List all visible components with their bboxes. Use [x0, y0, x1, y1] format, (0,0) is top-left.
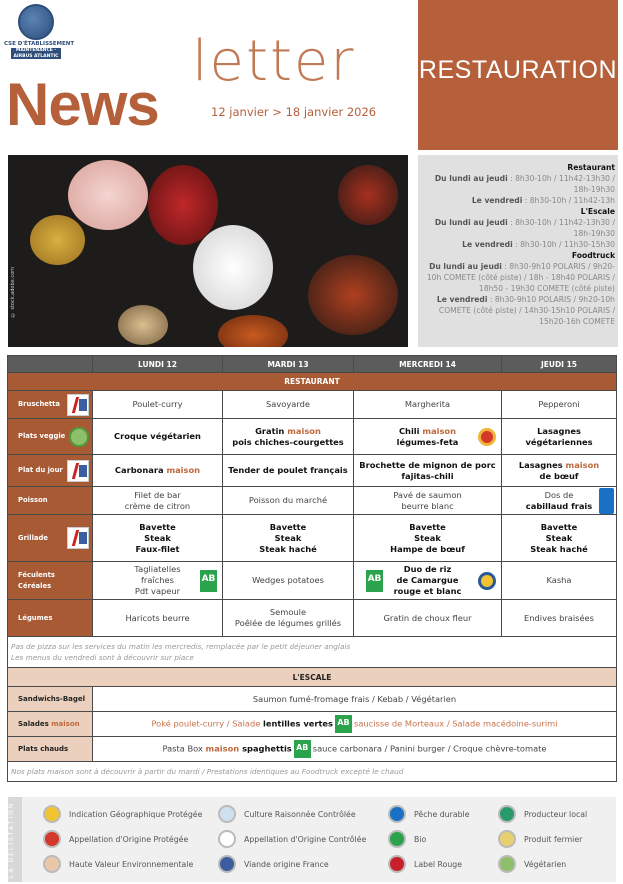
row-label [8, 487, 93, 515]
vegetarien-icon [498, 855, 516, 873]
ab-badge-icon: AB [200, 570, 217, 592]
menu-cell [93, 600, 223, 637]
menu-row [8, 515, 617, 562]
hours-heading: Foodtruck [571, 251, 615, 260]
menu-text: Haricots beurre [125, 612, 190, 623]
legend-label: Bio [414, 834, 427, 844]
msc-badge-icon [599, 488, 614, 514]
menu-text: Faux-filet [135, 543, 180, 554]
menu-text: Kasha [546, 575, 572, 585]
menu-text: Hampe de bœuf [390, 543, 465, 554]
logo-subtext: MAINTENANCE · AIRBUS ATLANTIC [11, 48, 61, 59]
menu-text: Tender de poulet français [228, 465, 348, 475]
ab-badge-icon: AB [366, 570, 383, 592]
row-label-text: Grillade [18, 533, 48, 542]
row-label-text: Féculents Céréales [18, 570, 55, 590]
hours-heading: Restaurant [567, 163, 615, 172]
menu-text: Steak haché [530, 543, 588, 554]
menu-text: beurre blanc [401, 500, 454, 511]
menu-cell [502, 515, 617, 562]
hours-heading: L'Escale [580, 207, 615, 216]
menu-cell [502, 562, 617, 600]
row-label [8, 419, 93, 455]
legend-item [498, 805, 587, 823]
menu-text: Sandwichs-Bagel [18, 694, 86, 703]
igp-badge-icon [478, 572, 496, 590]
logo-text: CSE D'ÉTABLISSEMENT [4, 41, 75, 47]
row-label [8, 562, 93, 600]
menu-cell [223, 391, 354, 419]
menu-cell [502, 455, 617, 487]
legend-item [218, 805, 356, 823]
hours-days: Du lundi au jeudi [429, 262, 502, 271]
aoc-icon [218, 830, 236, 848]
menu-cell [223, 455, 354, 487]
vegetarien-icon [69, 427, 89, 447]
aop-badge-icon [478, 428, 496, 446]
note-line: Les menus du vendredi sont à découvrir sur place [11, 653, 194, 662]
menu-row [8, 455, 617, 487]
row-label-text: Plat du jour [18, 466, 63, 474]
menu-cell [354, 391, 502, 419]
menu-text: fraîches [141, 575, 174, 585]
hours-times: : 8h30-9h10 POLARIS / 9h20-10h COMETE (côté piste) / 14h30-15h10 POLARIS / 15h20-16h COMETE [438, 295, 615, 326]
legend-label: Produit fermier [524, 834, 583, 844]
hours-line [421, 173, 615, 195]
row-label [8, 600, 93, 637]
menu-cell [502, 600, 617, 637]
photo-credit: © stock.adobe.com [10, 266, 16, 317]
menu-text: sauce carbonara / Panini burger / Croque chèvre-tomate [312, 743, 547, 754]
menu-text: Steak [274, 532, 302, 543]
legend-item [388, 805, 470, 823]
hours-line [421, 294, 615, 327]
legend-item [43, 855, 193, 873]
spices-photo [8, 155, 408, 347]
legend-label: Viande origine France [244, 859, 329, 869]
menu-text: Bavette [540, 521, 578, 532]
menu-text: de bœuf [539, 470, 579, 481]
row-label [8, 687, 93, 712]
menu-text: saucisse de Morteaux / Salade macédoine-surimi [354, 718, 558, 729]
menu-row [8, 562, 617, 600]
row-label-text: Légumes [18, 613, 53, 622]
menu-text: Carbonara [114, 465, 167, 475]
escale-band: L'ESCALE [8, 668, 617, 687]
header-blank [8, 356, 93, 373]
menu-text: Gratin de choux fleur [383, 612, 472, 623]
menu-text: Pavé de saumon [393, 489, 462, 500]
viande-france-icon [67, 460, 89, 482]
menu-cell [93, 487, 223, 515]
maison-tag: maison [166, 465, 201, 475]
menu-text: Pdt vapeur [134, 586, 181, 596]
viande-france-icon [67, 527, 89, 549]
hours-days: Le vendredi [436, 295, 488, 304]
msc-icon [388, 805, 406, 823]
menu-cell [502, 391, 617, 419]
hours-times: : 8h30-10h / 11h42-13h30 / 18h-19h30 [507, 174, 615, 194]
menu-text: Bavette [139, 521, 176, 532]
viande-france-icon [67, 394, 89, 416]
restaurant-notes [8, 637, 617, 668]
menu-text: Lasagnes [518, 459, 566, 470]
menu-text: Semoule [269, 607, 307, 617]
legend-label: Indication Géographique Protégée [69, 809, 203, 819]
legend-item [218, 855, 329, 873]
menu-cell [502, 487, 617, 515]
day-header: MARDI 13 [223, 356, 354, 373]
menu-text: Savoyarde [266, 399, 310, 409]
maison-tag: maison [287, 425, 321, 436]
maison-tag: maison [565, 459, 600, 470]
menu-text: Brochette de mignon de porc [359, 459, 496, 470]
menu-text: Poulet-curry [132, 399, 183, 409]
title-letter: letter [192, 29, 356, 94]
escale-row [8, 712, 617, 737]
menu-cell [93, 562, 223, 600]
hours-times: : 8h30-9h10 POLARIS / 9h20-10h COMETE (côté piste) / 18h - 18h40 POLARIS / 18h50 - 19h30 COMETE (côté piste) [426, 262, 615, 293]
hours-line [421, 261, 615, 294]
legend-label: Haute Valeur Environnementale [69, 859, 194, 869]
menu-text: Margherita [404, 399, 451, 409]
note-line: Pas de pizza sur les services du matin les mercredis, remplacée par le petit déjeuner anglais [11, 642, 351, 651]
cse-logo [4, 4, 75, 68]
menu-cell [223, 487, 354, 515]
menu-text: Wedges potatoes [252, 575, 324, 585]
producteur-local-icon [498, 805, 516, 823]
row-label [8, 737, 93, 762]
escale-cell [93, 687, 617, 712]
menu-text: Dos de [544, 489, 574, 500]
row-label-text: Poisson [18, 496, 48, 504]
menu-text: Croque végétarien [114, 431, 201, 441]
maison-tag: maison [51, 719, 80, 728]
menu-text: Gratin [255, 425, 288, 436]
hours-days: Le vendredi [471, 196, 523, 205]
legend-label: Appellation d'Origine Contrôlée [244, 834, 367, 844]
legend-label: Culture Raisonnée Contrôlée [244, 809, 356, 819]
menu-cell [354, 600, 502, 637]
row-label [8, 712, 93, 737]
legend-label: Producteur local [524, 809, 588, 819]
menu-text: Bavette [409, 521, 446, 532]
crc-icon [218, 805, 236, 823]
hours-times: : 8h30-10h / 11h42-13h [522, 196, 615, 205]
maison-tag: maison [422, 425, 457, 436]
legend-label: Végétarien [524, 859, 567, 869]
legend-item [218, 830, 366, 848]
menu-text: Chili [398, 425, 423, 436]
escale-note: Nos plats maison sont à découvrir à partir du mardi / Prestations identiques au Foodtruck excepté le chaud [8, 762, 617, 782]
menu-text: Steak [414, 532, 441, 543]
opening-hours [418, 155, 618, 347]
ab-badge-icon: AB [294, 740, 311, 758]
legend-label: Appellation d'Origine Protégée [69, 834, 189, 844]
title-news: News [6, 71, 159, 138]
menu-text: cabillaud frais [525, 500, 593, 511]
menu-text: Saumon fumé-fromage frais / Kebab / Végétarien [252, 693, 457, 704]
menu-text: Steak haché [259, 543, 317, 554]
menu-text: spaghettis [239, 743, 292, 754]
legend-label: Label Rouge [414, 859, 463, 869]
legend-item [43, 830, 188, 848]
menu-text: Salades [18, 719, 52, 728]
hours-line [421, 217, 615, 239]
row-label [8, 391, 93, 419]
legend-item [43, 805, 202, 823]
menu-table [7, 355, 617, 782]
section-title: RESTAURATION [418, 0, 618, 150]
ab-badge-icon: AB [335, 715, 352, 733]
menu-text: Lasagnes [537, 425, 581, 436]
label-rouge-icon [388, 855, 406, 873]
menu-cell [223, 600, 354, 637]
escale-row [8, 737, 617, 762]
legend-item [498, 855, 566, 873]
row-label-text: Bruschetta [18, 400, 60, 408]
menu-text: Tagliatelles [134, 564, 181, 574]
menu-text: fajitas-chili [401, 470, 454, 481]
menu-row [8, 391, 617, 419]
menu-text: Duo de riz [403, 564, 452, 574]
menu-text: de Camargue [396, 575, 459, 585]
row-label [8, 455, 93, 487]
escale-cell [93, 737, 617, 762]
legend-title: LA DÉLISTATION [8, 797, 22, 882]
menu-text: légumes-feta [396, 436, 459, 447]
menu-row [8, 600, 617, 637]
day-header: LUNDI 12 [93, 356, 223, 373]
menu-cell [93, 515, 223, 562]
hours-times: : 8h30-10h / 11h30-15h30 [512, 240, 615, 249]
menu-cell [354, 487, 502, 515]
aop-icon [43, 830, 61, 848]
globe-plane-icon [18, 4, 54, 40]
menu-text: crème de citron [124, 500, 191, 511]
hours-days: Du lundi au jeudi [434, 218, 508, 227]
row-label-text: Plats veggie [18, 432, 66, 440]
hours-times: : 8h30-10h / 11h42-13h30 / 18h-19h30 [507, 218, 615, 238]
day-header: MERCREDI 14 [354, 356, 502, 373]
menu-cell [223, 419, 354, 455]
menu-text: lentilles vertes [263, 718, 333, 729]
hve-icon [43, 855, 61, 873]
restaurant-band: RESTAURANT [8, 373, 617, 391]
menu-cell [93, 455, 223, 487]
menu-row [8, 419, 617, 455]
menu-text: Poêlée de légumes grillés [234, 618, 342, 628]
viande-france-icon [218, 855, 236, 873]
produit-fermier-icon [498, 830, 516, 848]
menu-text: Poisson du marché [248, 495, 328, 505]
menu-text: Endives braisées [524, 612, 594, 623]
menu-text: Steak [545, 532, 573, 543]
hours-days: Le vendredi [462, 240, 513, 249]
legend-item [388, 830, 426, 848]
menu-cell [354, 419, 502, 455]
menu-cell [93, 419, 223, 455]
menu-cell [354, 562, 502, 600]
legend-item [498, 830, 582, 848]
menu-text: pois chiches-courgettes [232, 436, 344, 447]
menu-text: Plats chauds [18, 744, 69, 753]
menu-cell [354, 455, 502, 487]
escale-row [8, 687, 617, 712]
menu-cell [502, 419, 617, 455]
hours-days: Du lundi au jeudi [434, 174, 508, 183]
legend [8, 797, 616, 882]
row-label [8, 515, 93, 562]
menu-cell [354, 515, 502, 562]
menu-text: Bavette [269, 521, 307, 532]
menu-text: végétariennes [525, 436, 593, 447]
hours-line [421, 195, 615, 206]
menu-text: Pasta Box [162, 743, 206, 754]
menu-cell [93, 391, 223, 419]
legend-label: Pêche durable [414, 809, 470, 819]
hours-line [421, 239, 615, 250]
menu-text: rouge et blanc [393, 586, 462, 596]
menu-text: Poké poulet-curry / Salade [151, 718, 263, 729]
date-range: 12 janvier > 18 janvier 2026 [208, 104, 379, 120]
escale-cell [93, 712, 617, 737]
maison-tag: maison [205, 743, 240, 754]
menu-cell [223, 515, 354, 562]
menu-cell [223, 562, 354, 600]
menu-row [8, 487, 617, 515]
ab-icon [388, 830, 406, 848]
menu-text: Filet de bar [134, 489, 181, 500]
menu-text: Steak [144, 532, 171, 543]
menu-text: Pepperoni [538, 399, 580, 409]
day-header: JEUDI 15 [502, 356, 617, 373]
igp-icon [43, 805, 61, 823]
legend-item [388, 855, 462, 873]
